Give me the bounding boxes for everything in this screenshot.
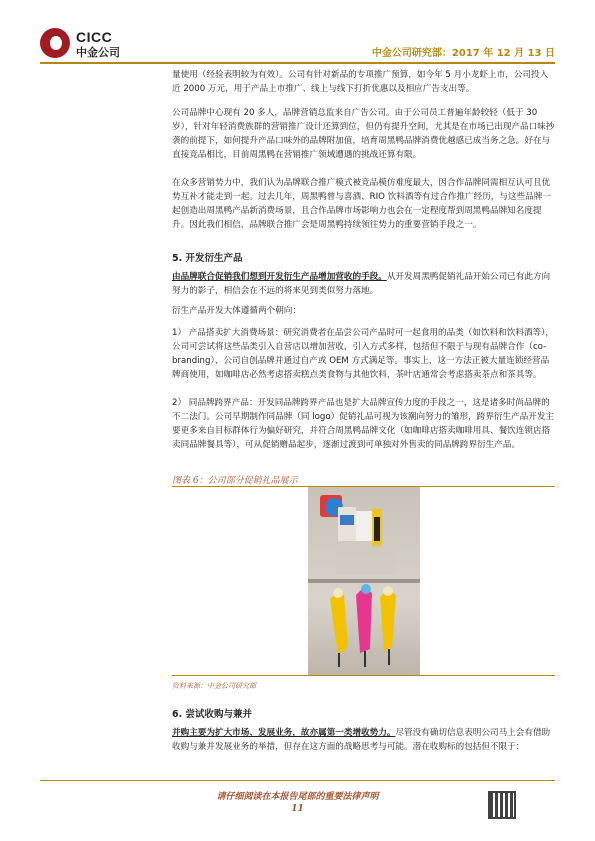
header-date: 中金公司研究部：2017 年 12 月 13 日 [371, 48, 555, 59]
paragraph-1: 量使用（经验表明较为有效）。公司有针对新品的专项推广预算，如今年 5 月小龙虾上市，公司投入近 2000 万元，用于产品上市推广、线上与线下打折优惠以及相应广告支出等。 [172, 70, 549, 94]
legal-disclaimer-link[interactable]: 请仔细阅读在本报告尾部的重要法律声明 [216, 792, 379, 802]
paragraph-4 [172, 270, 555, 298]
paragraph-4-lead: 由品牌联合促销我们想到开发衍生产品增加营收的手段。 [172, 272, 387, 282]
logo-text-en: CICC [76, 29, 113, 45]
promo-gifts-photo [308, 487, 420, 675]
paragraph-2: 公司品牌中心现有 20 多人，品牌营销总监来自广告公司。由于公司员工普遍年龄较轻（低于 30 岁），针对年轻消费族群的营销推广设计还算到位，但仍有提升空间，尤其是在市场已出现产品口味抄袭的前提下，如何提升产品口味外的品牌附加值，培育周黑鸭品牌消费优越感已成当务之急。好在与直接竞品相比，目前周黑鸭在营销推广领域遭遇的挑战还算有限。 [172, 108, 555, 160]
paragraph-8-lead: 并购主要为扩大市场、发展业务，故亦属第一类增收势力。 [172, 728, 396, 738]
figure-source: 资料来源：中金公司研究部 [172, 682, 256, 690]
paragraph-4-rest: 从开发周黑鸭促销礼品开始公司已有此方向努力的影子，相信会在不远的将来见到类似努力落地。 [172, 272, 551, 296]
section-6-heading: 6. 尝试收购与兼并 [172, 709, 253, 720]
figure-caption: 图表 6：公司部分促销礼品展示 [172, 476, 298, 486]
paragraph-7: 2） 同品牌跨界产品：开发同品牌跨界产品也是扩大品牌宣传力度的手段之一，这是诸多时尚品牌的不二法门。公司早期制作同品牌（同 logo）促销礼品可视为该潮向努力的雏形，跨界衍生产品开发主要更多来自目标群体行为偏好研究，并符合周黑鸭品牌文化（如咖啡店搭卖咖啡用具、餐饮连锁店搭卖同品牌餐具等），可从促销赠品起步，逐渐过渡到可单独对外售卖的同品牌跨界衍生产品。 [172, 398, 555, 450]
promo-gifts-illustration [308, 487, 420, 675]
paragraph-6: 1） 产品搭卖扩大消费场景：研究消费者在品尝公司产品时可一起食用的品类（如饮料和饮料酒等），公司可尝试将这些品类引入自营店以增加营收，引入方式多样，包括但不限于与现有品牌合作（co-branding）、公司自创品牌并通过自产或 OEM 方式满足等。事实上，这一方法正被大量连锁经营品牌商使用，如咖啡店必然考虑搭卖糕点类食物与其他饮料，茶叶店通常会考虑搭卖茶点和茶具等。 [172, 328, 555, 380]
cicc-logo-icon [40, 28, 70, 58]
paragraph-5: 衍生产品开发大体遵循两个朝向： [172, 306, 301, 316]
qr-code-icon [488, 791, 516, 819]
logo-text-cn: 中金公司 [76, 46, 120, 59]
paragraph-3: 在众多营销势力中，我们认为品牌联合推广模式被竞品模仿难度最大，因合作品牌同需相互认可且优势互补才能走到一起。过去几年，周黑鸭曾与喜酒、RIO 饮料酒等有过合作推广经历，与这些品牌一起创造出周黑鸭产品新消费场景，且合作品牌市场影响力也会在一定程度帮到周黑鸭品牌知名度提升。因此我们相信，品牌联合推广会是周黑鸭持续领往势力的重要营销手段之一。 [172, 178, 551, 230]
paragraph-8 [172, 726, 555, 754]
header-divider [40, 62, 555, 64]
footer-divider [40, 780, 555, 781]
page-number: 11 [291, 804, 304, 814]
section-5-heading: 5. 开发衍生产品 [172, 253, 243, 264]
paragraph-8-rest: 尽管没有确切信息表明公司马上会有借助收购与兼并发展业务的举措，但存在这方面的战略思考与可能。潜在收购标的包括但不限于： [172, 728, 551, 752]
